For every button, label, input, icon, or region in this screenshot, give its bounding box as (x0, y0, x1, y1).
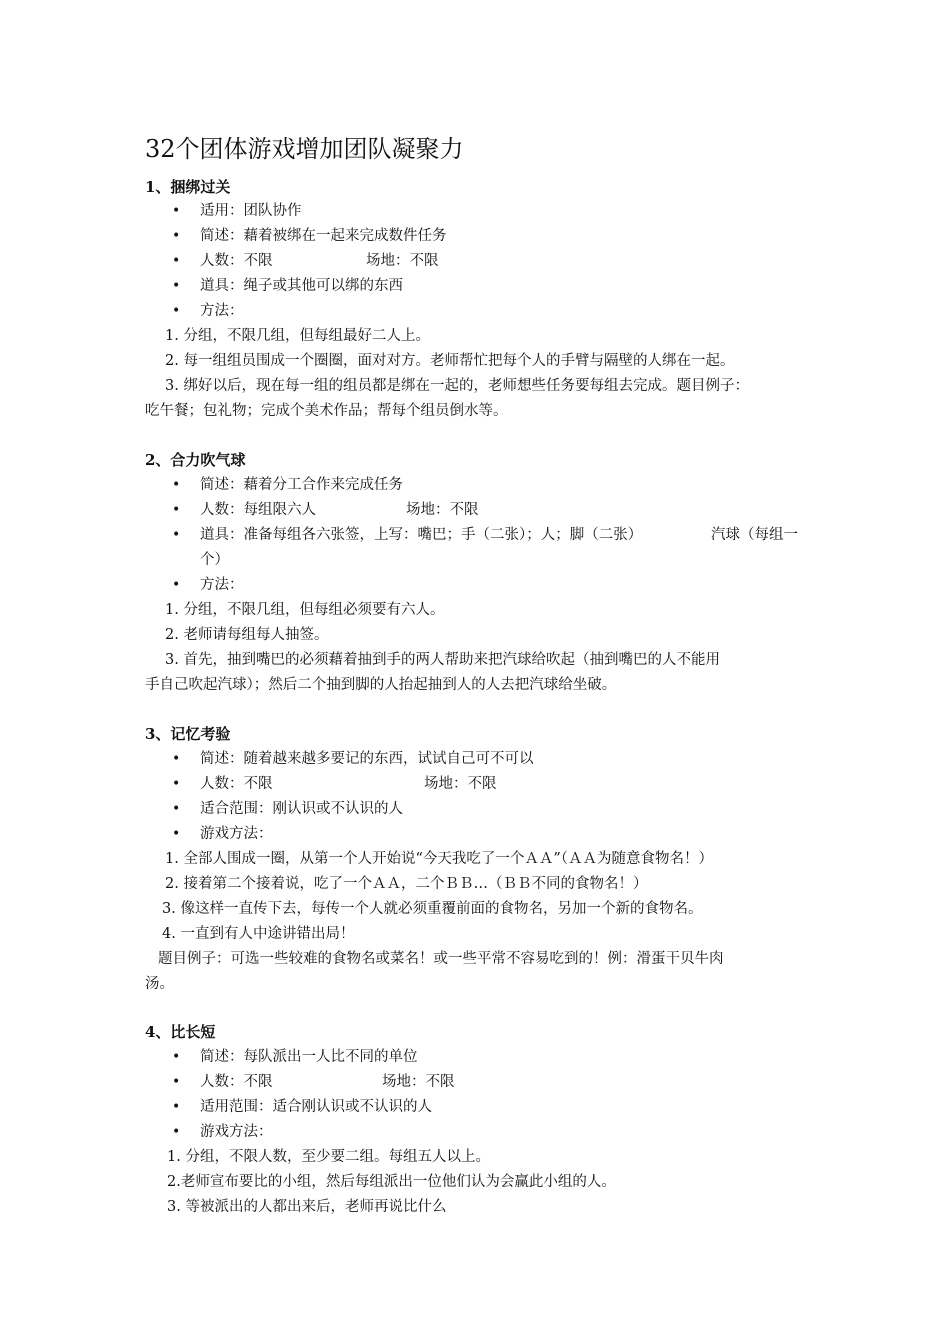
bullet-icon: • (172, 801, 181, 817)
s2-bullet-3-cont: 个） (200, 552, 229, 568)
s4-bullet-3: 适用范围：适合刚认识或不认识的人 (200, 1099, 432, 1115)
s2-method-3-cont: 手自己吹起汽球）；然后二个抽到脚的人抬起抽到人的人去把汽球给坐破。 (145, 677, 617, 693)
s2-bullet-3: 道具：准备每组各六张签，上写：嘴巴；手（二张）；人；脚（二张） (200, 527, 643, 543)
bullet-icon: • (172, 1099, 181, 1115)
s1-bullet-3-people: 人数：不限 (200, 253, 273, 269)
s2-bullet-2-venue: 场地：不限 (406, 502, 479, 518)
bullet-icon: • (172, 278, 181, 294)
s3-bullet-2-venue: 场地：不限 (424, 776, 497, 792)
s3-method-2: 2. 接着第二个接着说，吃了一个ＡＡ，二个ＢＢ…（ＢＢ不同的食物名！） (165, 876, 648, 892)
section-3-heading: 3、记忆考验 (145, 725, 231, 743)
bullet-icon: • (172, 303, 181, 319)
s3-bullet-3: 适合范围：刚认识或不认识的人 (200, 801, 403, 817)
s4-method-1: 1. 分组，不限人数，至少要二组。每组五人以上。 (167, 1149, 490, 1165)
s1-method-3-cont: 吃午餐；包礼物；完成个美术作品；帮每个组员倒水等。 (145, 403, 508, 419)
s4-method-2: 2.老师宣布要比的小组，然后每组派出一位他们认为会赢此小组的人。 (167, 1174, 616, 1190)
bullet-icon: • (172, 228, 181, 244)
s3-example: 题目例子：可选一些较难的食物名或菜名！或一些平常不容易吃到的！例：滑蛋干贝牛肉 (158, 951, 724, 967)
s4-bullet-4: 游戏方法： (200, 1124, 273, 1140)
bullet-icon: • (172, 1049, 181, 1065)
bullet-icon: • (172, 203, 181, 219)
s4-bullet-2-venue: 场地：不限 (382, 1074, 455, 1090)
s2-bullet-2-people: 人数：每组限六人 (200, 502, 316, 518)
s3-bullet-4: 游戏方法： (200, 826, 273, 842)
bullet-icon: • (172, 477, 181, 493)
section-4-heading: 4、比长短 (145, 1023, 216, 1041)
bullet-icon: • (172, 826, 181, 842)
bullet-icon: • (172, 776, 181, 792)
s1-method-3: 3. 绑好以后，现在每一组的组员都是绑在一起的，老师想些任务要每组去完成。题目例子： (165, 378, 749, 394)
document-title: 32个团体游戏增加团队凝聚力 (145, 135, 464, 163)
s3-example-cont: 汤。 (145, 976, 174, 992)
s1-method-2: 2. 每一组组员围成一个圈圈，面对对方。老师帮忙把每个人的手臂与隔壁的人绑在一起。 (165, 353, 735, 369)
bullet-icon: • (172, 751, 181, 767)
bullet-icon: • (172, 253, 181, 269)
section-2-heading: 2、合力吹气球 (145, 451, 246, 469)
s1-bullet-2: 简述：藉着被绑在一起来完成数件任务 (200, 228, 447, 244)
s3-bullet-2-people: 人数：不限 (200, 776, 273, 792)
s2-method-3: 3. 首先，抽到嘴巴的必须藉着抽到手的两人帮助来把汽球给吹起（抽到嘴巴的人不能用 (165, 652, 720, 668)
s2-bullet-1: 简述：藉着分工合作来完成任务 (200, 477, 403, 493)
s4-method-3: 3. 等被派出的人都出来后，老师再说比什么 (167, 1199, 447, 1215)
s4-bullet-1: 简述：每队派出一人比不同的单位 (200, 1049, 418, 1065)
bullet-icon: • (172, 502, 181, 518)
bullet-icon: • (172, 1124, 181, 1140)
s3-bullet-1: 简述：随着越来越多要记的东西，试试自己可不可以 (200, 751, 534, 767)
s3-method-1: 1. 全部人围成一圈，从第一个人开始说“今天我吃了一个ＡＡ”（ＡＡ为随意食物名！） (165, 851, 714, 867)
s2-method-1: 1. 分组，不限几组，但每组必须要有六人。 (165, 602, 445, 618)
s1-bullet-5: 方法： (200, 303, 244, 319)
s4-bullet-2-people: 人数：不限 (200, 1074, 273, 1090)
s1-bullet-4: 道具：绳子或其他可以绑的东西 (200, 278, 403, 294)
section-1-heading: 1、捆绑过关 (145, 178, 231, 196)
s2-method-2: 2. 老师请每组每人抽签。 (165, 627, 329, 643)
s3-method-4: 4. 一直到有人中途讲错出局！ (162, 926, 355, 942)
bullet-icon: • (172, 1074, 181, 1090)
s2-bullet-4: 方法： (200, 577, 244, 593)
bullet-icon: • (172, 527, 181, 543)
s2-bullet-3-balloon: 汽球（每组一 (711, 527, 798, 543)
s1-bullet-1: 适用：团队协作 (200, 203, 302, 219)
s1-method-1: 1. 分组，不限几组，但每组最好二人上。 (165, 328, 430, 344)
s1-bullet-3-venue: 场地：不限 (366, 253, 439, 269)
bullet-icon: • (172, 577, 181, 593)
s3-method-3: 3. 像这样一直传下去，每传一个人就必须重覆前面的食物名，另加一个新的食物名。 (162, 901, 703, 917)
